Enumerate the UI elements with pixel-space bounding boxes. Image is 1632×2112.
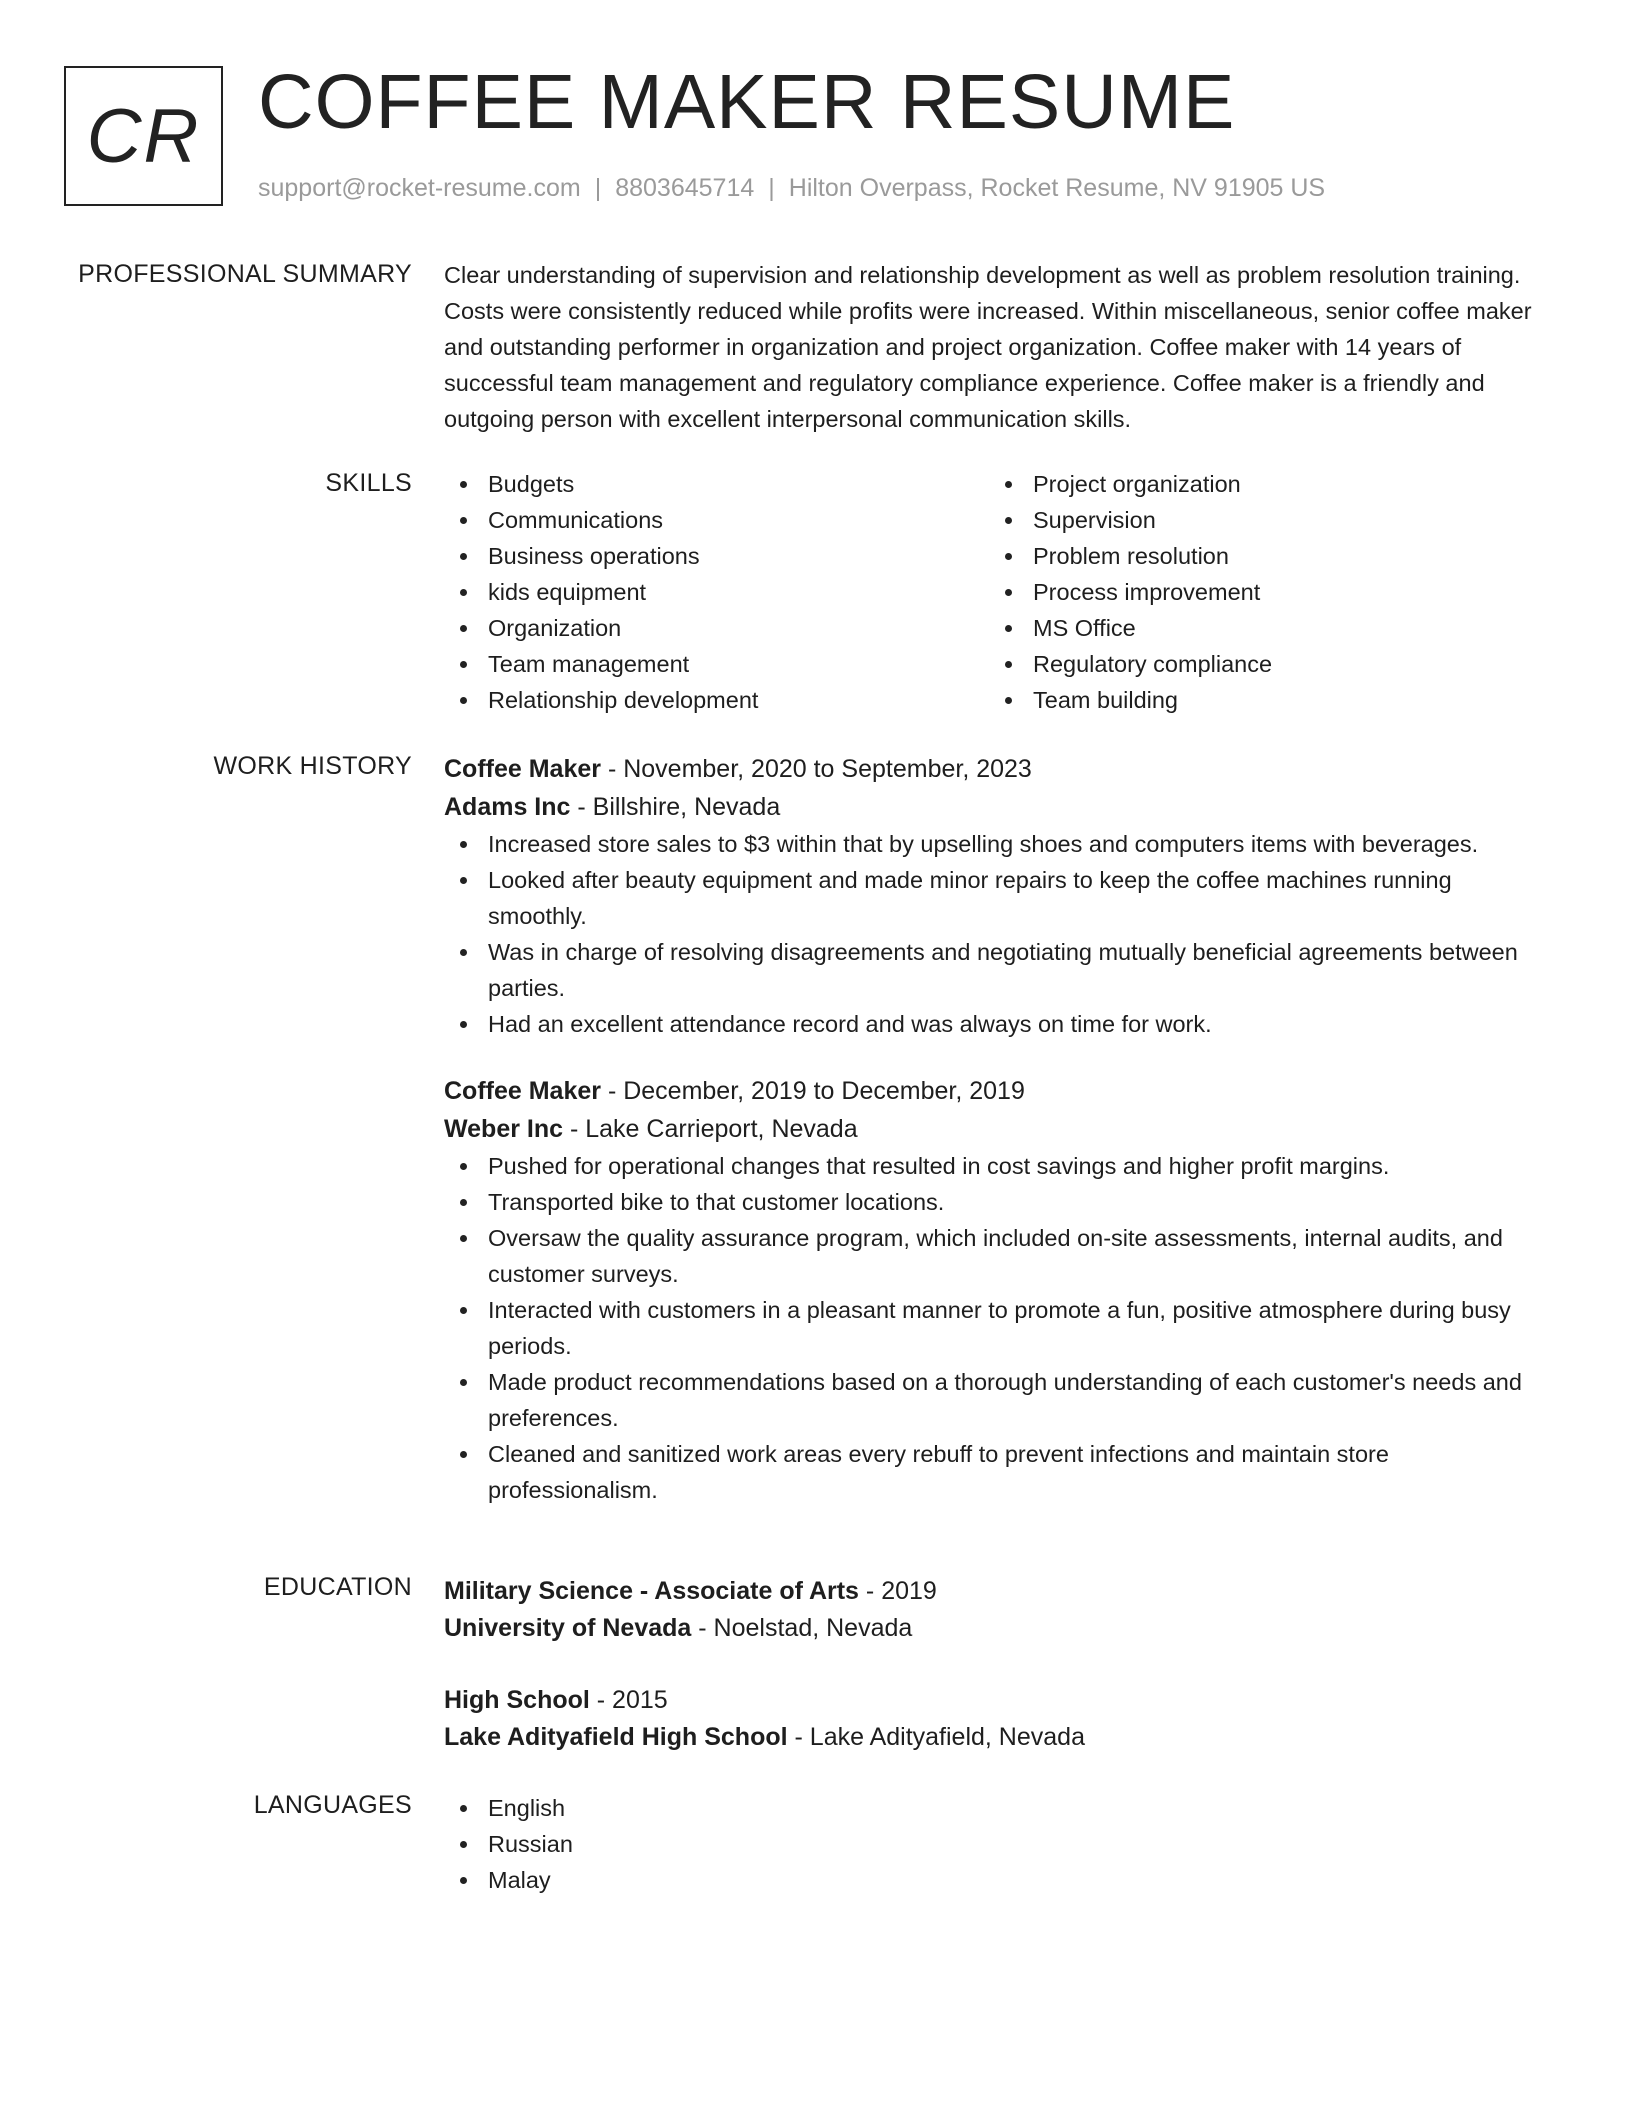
languages-heading: LANGUAGES bbox=[253, 1791, 412, 1819]
job-role: Coffee Maker bbox=[444, 755, 601, 783]
summary-body bbox=[444, 257, 1556, 437]
skills-grid bbox=[444, 466, 1556, 718]
education-school: Lake Adityafield High School bbox=[444, 1723, 788, 1751]
education-entry bbox=[444, 1573, 1556, 1647]
skill-item: Budgets bbox=[444, 466, 989, 502]
skill-item: Regulatory compliance bbox=[989, 646, 1534, 682]
job-bullet: Had an excellent attendance record and was always on time for work. bbox=[444, 1006, 1556, 1042]
education-school-line: University of Nevada - Noelstad, Nevada bbox=[444, 1614, 913, 1642]
job-company: Weber Inc bbox=[444, 1115, 564, 1143]
summary-text: Clear understanding of supervision and relationship development as well as problem resolution training. Costs were consistently reduced while profits were increased. Within miscellaneous, senior coffee maker and outstanding performer in organization and project organization. Coffee maker with 14 years of successful team management and regulatory compliance experience. Coffee maker is a friendly and outgoing person with excellent interpersonal communication skills. bbox=[444, 262, 1532, 432]
job-bullet: Was in charge of resolving disagreements and negotiating mutually beneficial agreements between parties. bbox=[444, 934, 1556, 1006]
job-bullet: Interacted with customers in a pleasant manner to promote a fun, positive atmosphere during busy periods. bbox=[444, 1292, 1556, 1364]
education-school-line: Lake Adityafield High School - Lake Adityafield, Nevada bbox=[444, 1723, 1085, 1751]
job-company-line: Weber Inc - Lake Carrieport, Nevada bbox=[444, 1115, 858, 1143]
job-entry bbox=[444, 750, 1556, 1042]
language-item: Russian bbox=[444, 1826, 1556, 1862]
education-year: 2015 bbox=[612, 1686, 668, 1714]
job-company: Adams Inc bbox=[444, 793, 571, 821]
education-school: University of Nevada bbox=[444, 1614, 692, 1642]
job-title-line: Coffee Maker - November, 2020 to September, 2023 bbox=[444, 755, 1032, 783]
skill-item: Team building bbox=[989, 682, 1534, 718]
skill-item: Business operations bbox=[444, 538, 989, 574]
job-role: Coffee Maker bbox=[444, 1077, 601, 1105]
education-location: Noelstad, Nevada bbox=[713, 1614, 913, 1642]
skill-item: Project organization bbox=[989, 466, 1534, 502]
skill-item: Process improvement bbox=[989, 574, 1534, 610]
education-year: 2019 bbox=[881, 1577, 937, 1605]
language-item: Malay bbox=[444, 1862, 1556, 1898]
skill-item: Problem resolution bbox=[989, 538, 1534, 574]
skills-column-right bbox=[989, 466, 1534, 718]
education-degree-line: Military Science - Associate of Arts - 2019 bbox=[444, 1577, 937, 1605]
job-entry bbox=[444, 1072, 1556, 1508]
languages-body bbox=[444, 1790, 1556, 1898]
monogram-initials: CR bbox=[86, 93, 201, 179]
summary-heading: PROFESSIONAL SUMMARY bbox=[78, 260, 412, 288]
job-dates: November, 2020 to September, 2023 bbox=[623, 755, 1032, 783]
skill-item: Supervision bbox=[989, 502, 1534, 538]
job-bullet-list bbox=[444, 826, 1556, 1042]
skill-item: Communications bbox=[444, 502, 989, 538]
education-degree: High School bbox=[444, 1686, 590, 1714]
job-bullet: Looked after beauty equipment and made minor repairs to keep the coffee machines running smoothly. bbox=[444, 862, 1556, 934]
job-bullet: Pushed for operational changes that resulted in cost savings and higher profit margins. bbox=[444, 1148, 1556, 1184]
contact-email: support@rocket-resume.com bbox=[258, 174, 581, 202]
job-bullet: Increased store sales to $3 within that by upselling shoes and computers items with beverages. bbox=[444, 826, 1556, 862]
contact-address: Hilton Overpass, Rocket Resume, NV 91905 US bbox=[788, 174, 1326, 202]
contact-phone: 8803645714 bbox=[615, 174, 755, 202]
education-entry bbox=[444, 1682, 1556, 1756]
job-location: Billshire, Nevada bbox=[592, 793, 781, 821]
work-history-heading: WORK HISTORY bbox=[213, 752, 412, 780]
job-location: Lake Carrieport, Nevada bbox=[585, 1115, 858, 1143]
contact-separator: | bbox=[768, 174, 775, 202]
job-bullet: Made product recommendations based on a thorough understanding of each customer's needs and preferences. bbox=[444, 1364, 1556, 1436]
job-bullet-list bbox=[444, 1148, 1556, 1508]
education-degree-line: High School - 2015 bbox=[444, 1686, 668, 1714]
contact-line bbox=[258, 174, 1325, 203]
skill-item: Relationship development bbox=[444, 682, 989, 718]
skills-heading: SKILLS bbox=[325, 469, 412, 497]
monogram-box bbox=[64, 66, 223, 206]
job-title-line: Coffee Maker - December, 2019 to December, 2019 bbox=[444, 1077, 1025, 1105]
skills-column-left bbox=[444, 466, 989, 718]
job-bullet: Cleaned and sanitized work areas every rebuff to prevent infections and maintain store professionalism. bbox=[444, 1436, 1556, 1508]
job-dates: December, 2019 to December, 2019 bbox=[623, 1077, 1025, 1105]
language-item: English bbox=[444, 1790, 1556, 1826]
contact-separator: | bbox=[594, 174, 602, 202]
skill-item: Team management bbox=[444, 646, 989, 682]
languages-list bbox=[444, 1790, 1556, 1898]
work-history-body bbox=[444, 750, 1556, 1508]
job-company-line: Adams Inc - Billshire, Nevada bbox=[444, 793, 781, 821]
education-degree: Military Science - Associate of Arts bbox=[444, 1577, 859, 1605]
education-body bbox=[444, 1573, 1556, 1756]
education-heading: EDUCATION bbox=[263, 1573, 412, 1601]
skill-item: kids equipment bbox=[444, 574, 989, 610]
skills-body bbox=[444, 466, 1556, 718]
job-bullet: Oversaw the quality assurance program, which included on-site assessments, internal audits, and customer surveys. bbox=[444, 1220, 1556, 1292]
resume-title: COFFEE MAKER RESUME bbox=[258, 59, 1236, 145]
skill-item: MS Office bbox=[989, 610, 1534, 646]
skill-item: Organization bbox=[444, 610, 989, 646]
education-location: Lake Adityafield, Nevada bbox=[809, 1723, 1085, 1751]
job-bullet: Transported bike to that customer locations. bbox=[444, 1184, 1556, 1220]
